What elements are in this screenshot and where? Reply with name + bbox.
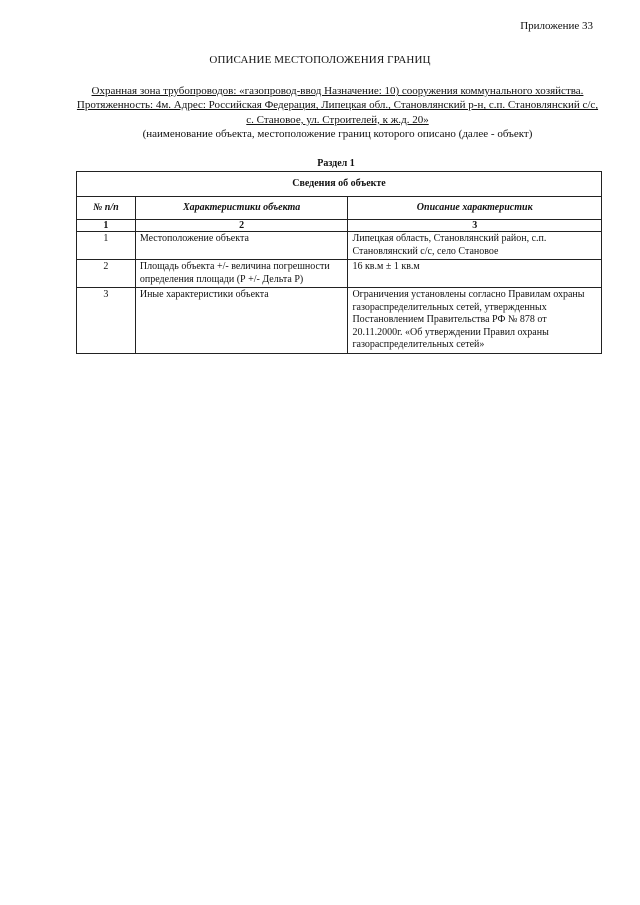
row-number: 3 [77, 288, 136, 354]
row-number: 2 [77, 260, 136, 288]
column-header-number: № п/п [77, 197, 136, 220]
object-description [74, 84, 601, 142]
column-number-1: 1 [77, 220, 136, 232]
row-description: Липецкая область, Становлянский район, с.п. Становлянский с/с, село Становое [348, 232, 602, 260]
table-row [77, 288, 602, 354]
table-row [77, 232, 602, 260]
table-caption: Сведения об объекте [77, 172, 602, 197]
row-characteristic: Местоположение объекта [135, 232, 348, 260]
document-title: ОПИСАНИЕ МЕСТОПОЛОЖЕНИЯ ГРАНИЦ [209, 54, 431, 66]
column-number-3: 3 [348, 220, 602, 232]
row-number: 1 [77, 232, 136, 260]
appendix-label: Приложение 33 [520, 20, 593, 32]
object-caption: (наименование объекта, местоположение границ которого описано (далее - объект) [142, 128, 533, 141]
table-row [77, 260, 602, 288]
object-info-table [76, 171, 602, 354]
row-description: 16 кв.м ± 1 кв.м [348, 260, 602, 288]
column-number-2: 2 [135, 220, 348, 232]
table-header-row [77, 197, 602, 220]
column-numbers-row [77, 220, 602, 232]
column-header-characteristic: Характеристики объекта [135, 197, 348, 220]
row-description: Ограничения установлены согласно Правилам охраны газораспределительных сетей, утвержденных Постановлением Правительства РФ № 878 от 20.11.2000г. «Об утверждении Правил охраны газораспределительных сетей» [348, 288, 602, 354]
table-caption-row [77, 172, 602, 197]
row-characteristic: Площадь объекта +/- величина погрешности определения площади (Р +/- Дельта Р) [135, 260, 348, 288]
column-header-description: Описание характеристик [348, 197, 602, 220]
object-name: Охранная зона трубопроводов: «газопровод-ввод Назначение: 10) сооружения коммунального хозяйства. Протяженность: 4м. Адрес: Российская Федерация, Липецкая обл., Становлянский р-н, с.п. Становлянский с/с, с. Становое, ул. Строителей, к ж.д. 20» [76, 85, 599, 126]
row-characteristic: Иные характеристики объекта [135, 288, 348, 354]
section-title: Раздел 1 [317, 158, 355, 169]
